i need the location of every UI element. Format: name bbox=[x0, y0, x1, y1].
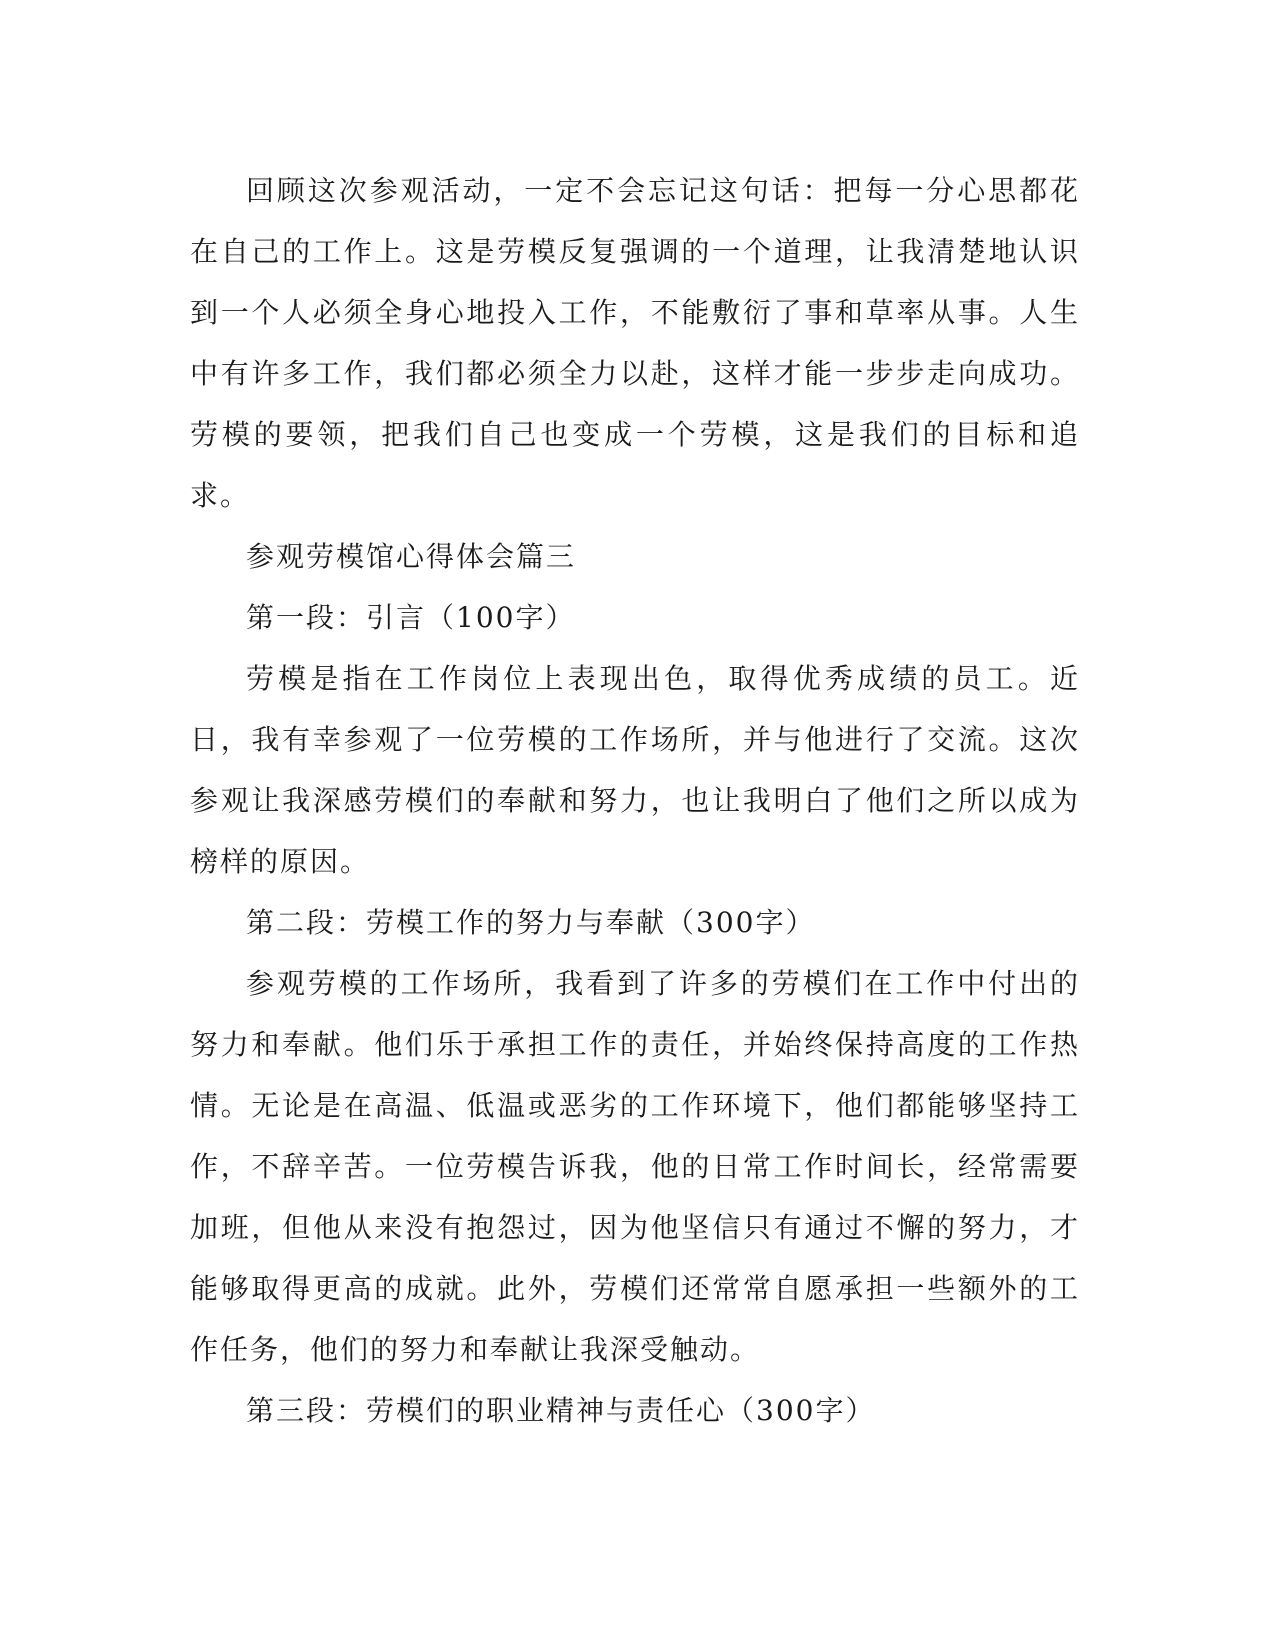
paragraph-effort-dedication: 参观劳模的工作场所，我看到了许多的劳模们在工作中付出的努力和奉献。他们乐于承担工作的责任，并始终保持高度的工作热情。无论是在高温、低温或恶劣的工作环境下，他们都能够坚持工作，不辞辛苦。一位劳模告诉我，他的日常工作时间长，经常需要加班，但他从来没有抱怨过，因为他坚信只有通过不懈的努力，才能够取得更高的成就。此外，劳模们还常常自愿承担一些额外的工作任务，他们的努力和奉献让我深受触动。 bbox=[190, 967, 1080, 1366]
paragraph-introduction: 劳模是指在工作岗位上表现出色，取得优秀成绩的员工。近日，我有幸参观了一位劳模的工作场所，并与他进行了交流。这次参观让我深感劳模们的奉献和努力，也让我明白了他们之所以成为榜样的原因。 bbox=[190, 662, 1080, 878]
section-title: 参观劳模馆心得体会篇三 bbox=[246, 540, 577, 573]
heading-part-three: 第三段：劳模们的职业精神与责任心（300字） bbox=[246, 1394, 876, 1427]
heading-part-one: 第一段：引言（100字） bbox=[246, 601, 576, 634]
heading-part-two: 第二段：劳模工作的努力与奉献（300字） bbox=[246, 906, 816, 939]
paragraph-reflection: 回顾这次参观活动，一定不会忘记这句话：把每一分心思都花在自己的工作上。这是劳模反复强调的一个道理，让我清楚地认识到一个人必须全身心地投入工作，不能敷衍了事和草率从事。人生中有许多工作，我们都必须全力以赴，这样才能一步步走向成功。劳模的要领，把我们自己也变成一个劳模，这是我们的目标和追求。 bbox=[190, 174, 1080, 512]
document-body bbox=[190, 160, 1080, 1441]
